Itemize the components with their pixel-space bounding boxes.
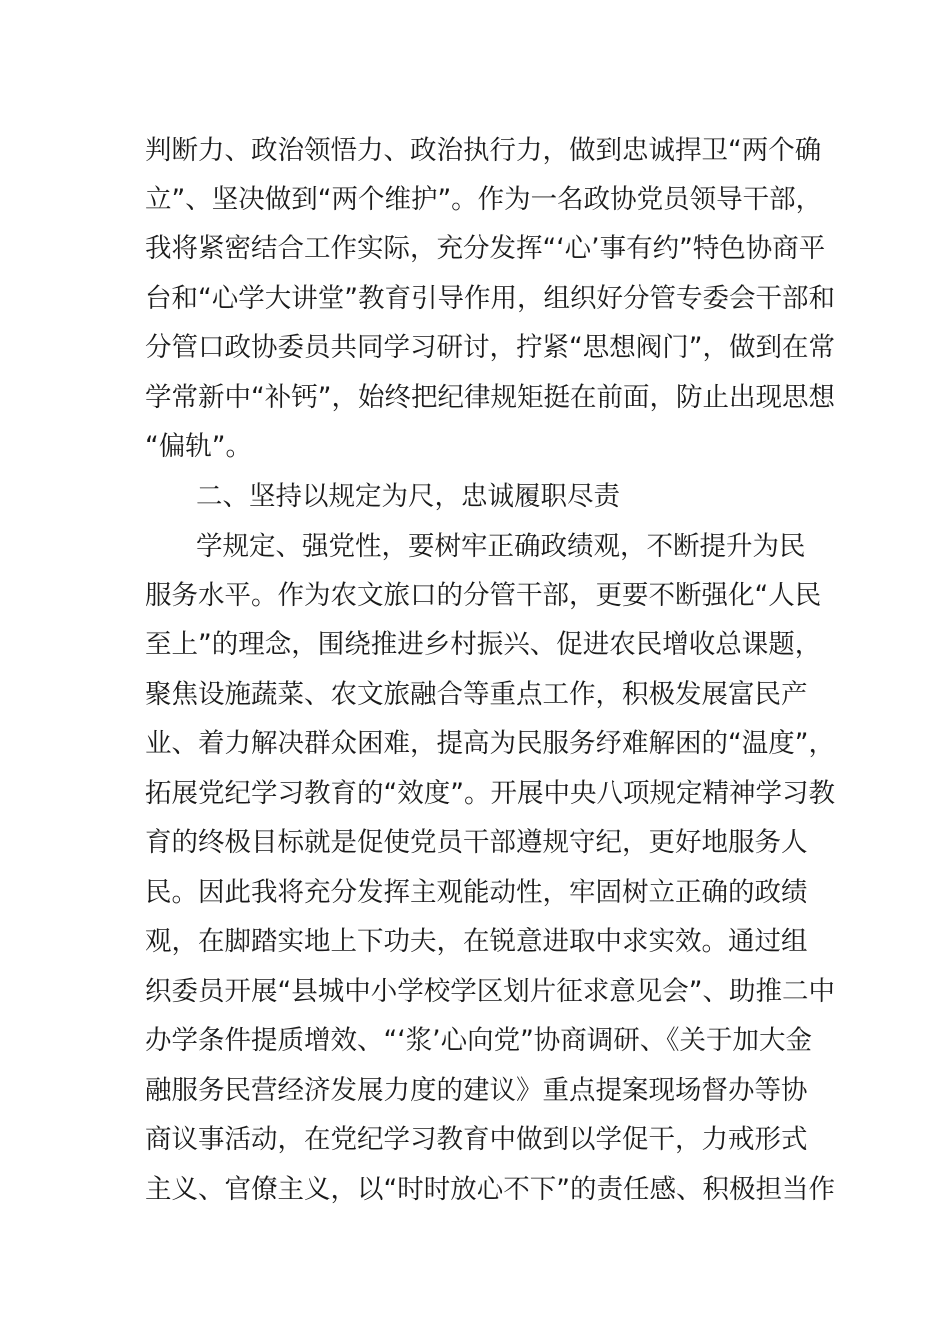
- section-heading: 二、坚持以规定为尺，忠诚履职尽责: [196, 481, 620, 512]
- text-line: 办学条件提质增效、“‘浆’心向党”协商调研、《关于加大金: [145, 1025, 813, 1056]
- text-line: 主义、官僚主义，以“时时放心不下”的责任感、积极担当作: [145, 1174, 835, 1205]
- text-line: 业、着力解决群众困难，提高为民服务纾难解困的“温度”，: [145, 728, 835, 759]
- text-line: 立”、坚决做到“两个维护”。作为一名政协党员领导干部，: [145, 184, 823, 215]
- text-line: 我将紧密结合工作实际，充分发挥“‘心’事有约”特色协商平: [145, 233, 826, 264]
- text-line: 判断力、政治领悟力、政治执行力，做到忠诚捍卫“两个确: [145, 135, 822, 166]
- text-line: 学常新中“补钙”，始终把纪律规矩挺在前面，防止出现思想: [145, 382, 835, 413]
- text-line: 服务水平。作为农文旅口的分管干部，更要不断强化“人民: [145, 580, 822, 611]
- text-line: 聚焦设施蔬菜、农文旅融合等重点工作，积极发展富民产: [145, 679, 808, 710]
- text-line: 育的终极目标就是促使党员干部遵规守纪，更好地服务人: [145, 827, 808, 858]
- text-line: 织委员开展“县城中小学校学区划片征求意见会”、助推二中: [145, 976, 835, 1007]
- text-line: “偏轨”。: [145, 431, 252, 462]
- text-line: 融服务民营经济发展力度的建议》重点提案现场督办等协: [145, 1075, 808, 1106]
- text-line: 至上”的理念，围绕推进乡村振兴、促进农民增收总课题，: [145, 629, 822, 660]
- text-line: 观，在脚踏实地上下功夫，在锐意进取中求实效。通过组: [145, 926, 808, 957]
- text-line: 商议事活动，在党纪学习教育中做到以学促干，力戒形式: [145, 1124, 808, 1155]
- paragraph-first-line: 学规定、强党性，要树牢正确政绩观，不断提升为民: [196, 531, 806, 562]
- text-line: 民。因此我将充分发挥主观能动性，牢固树立正确的政绩: [145, 877, 808, 908]
- text-line: 台和“心学大讲堂”教育引导作用，组织好分管专委会干部和: [145, 283, 835, 314]
- text-line: 分管口政协委员共同学习研讨，拧紧“思想阀门”，做到在常: [145, 332, 835, 363]
- text-line: 拓展党纪学习教育的“效度”。开展中央八项规定精神学习教: [145, 778, 835, 809]
